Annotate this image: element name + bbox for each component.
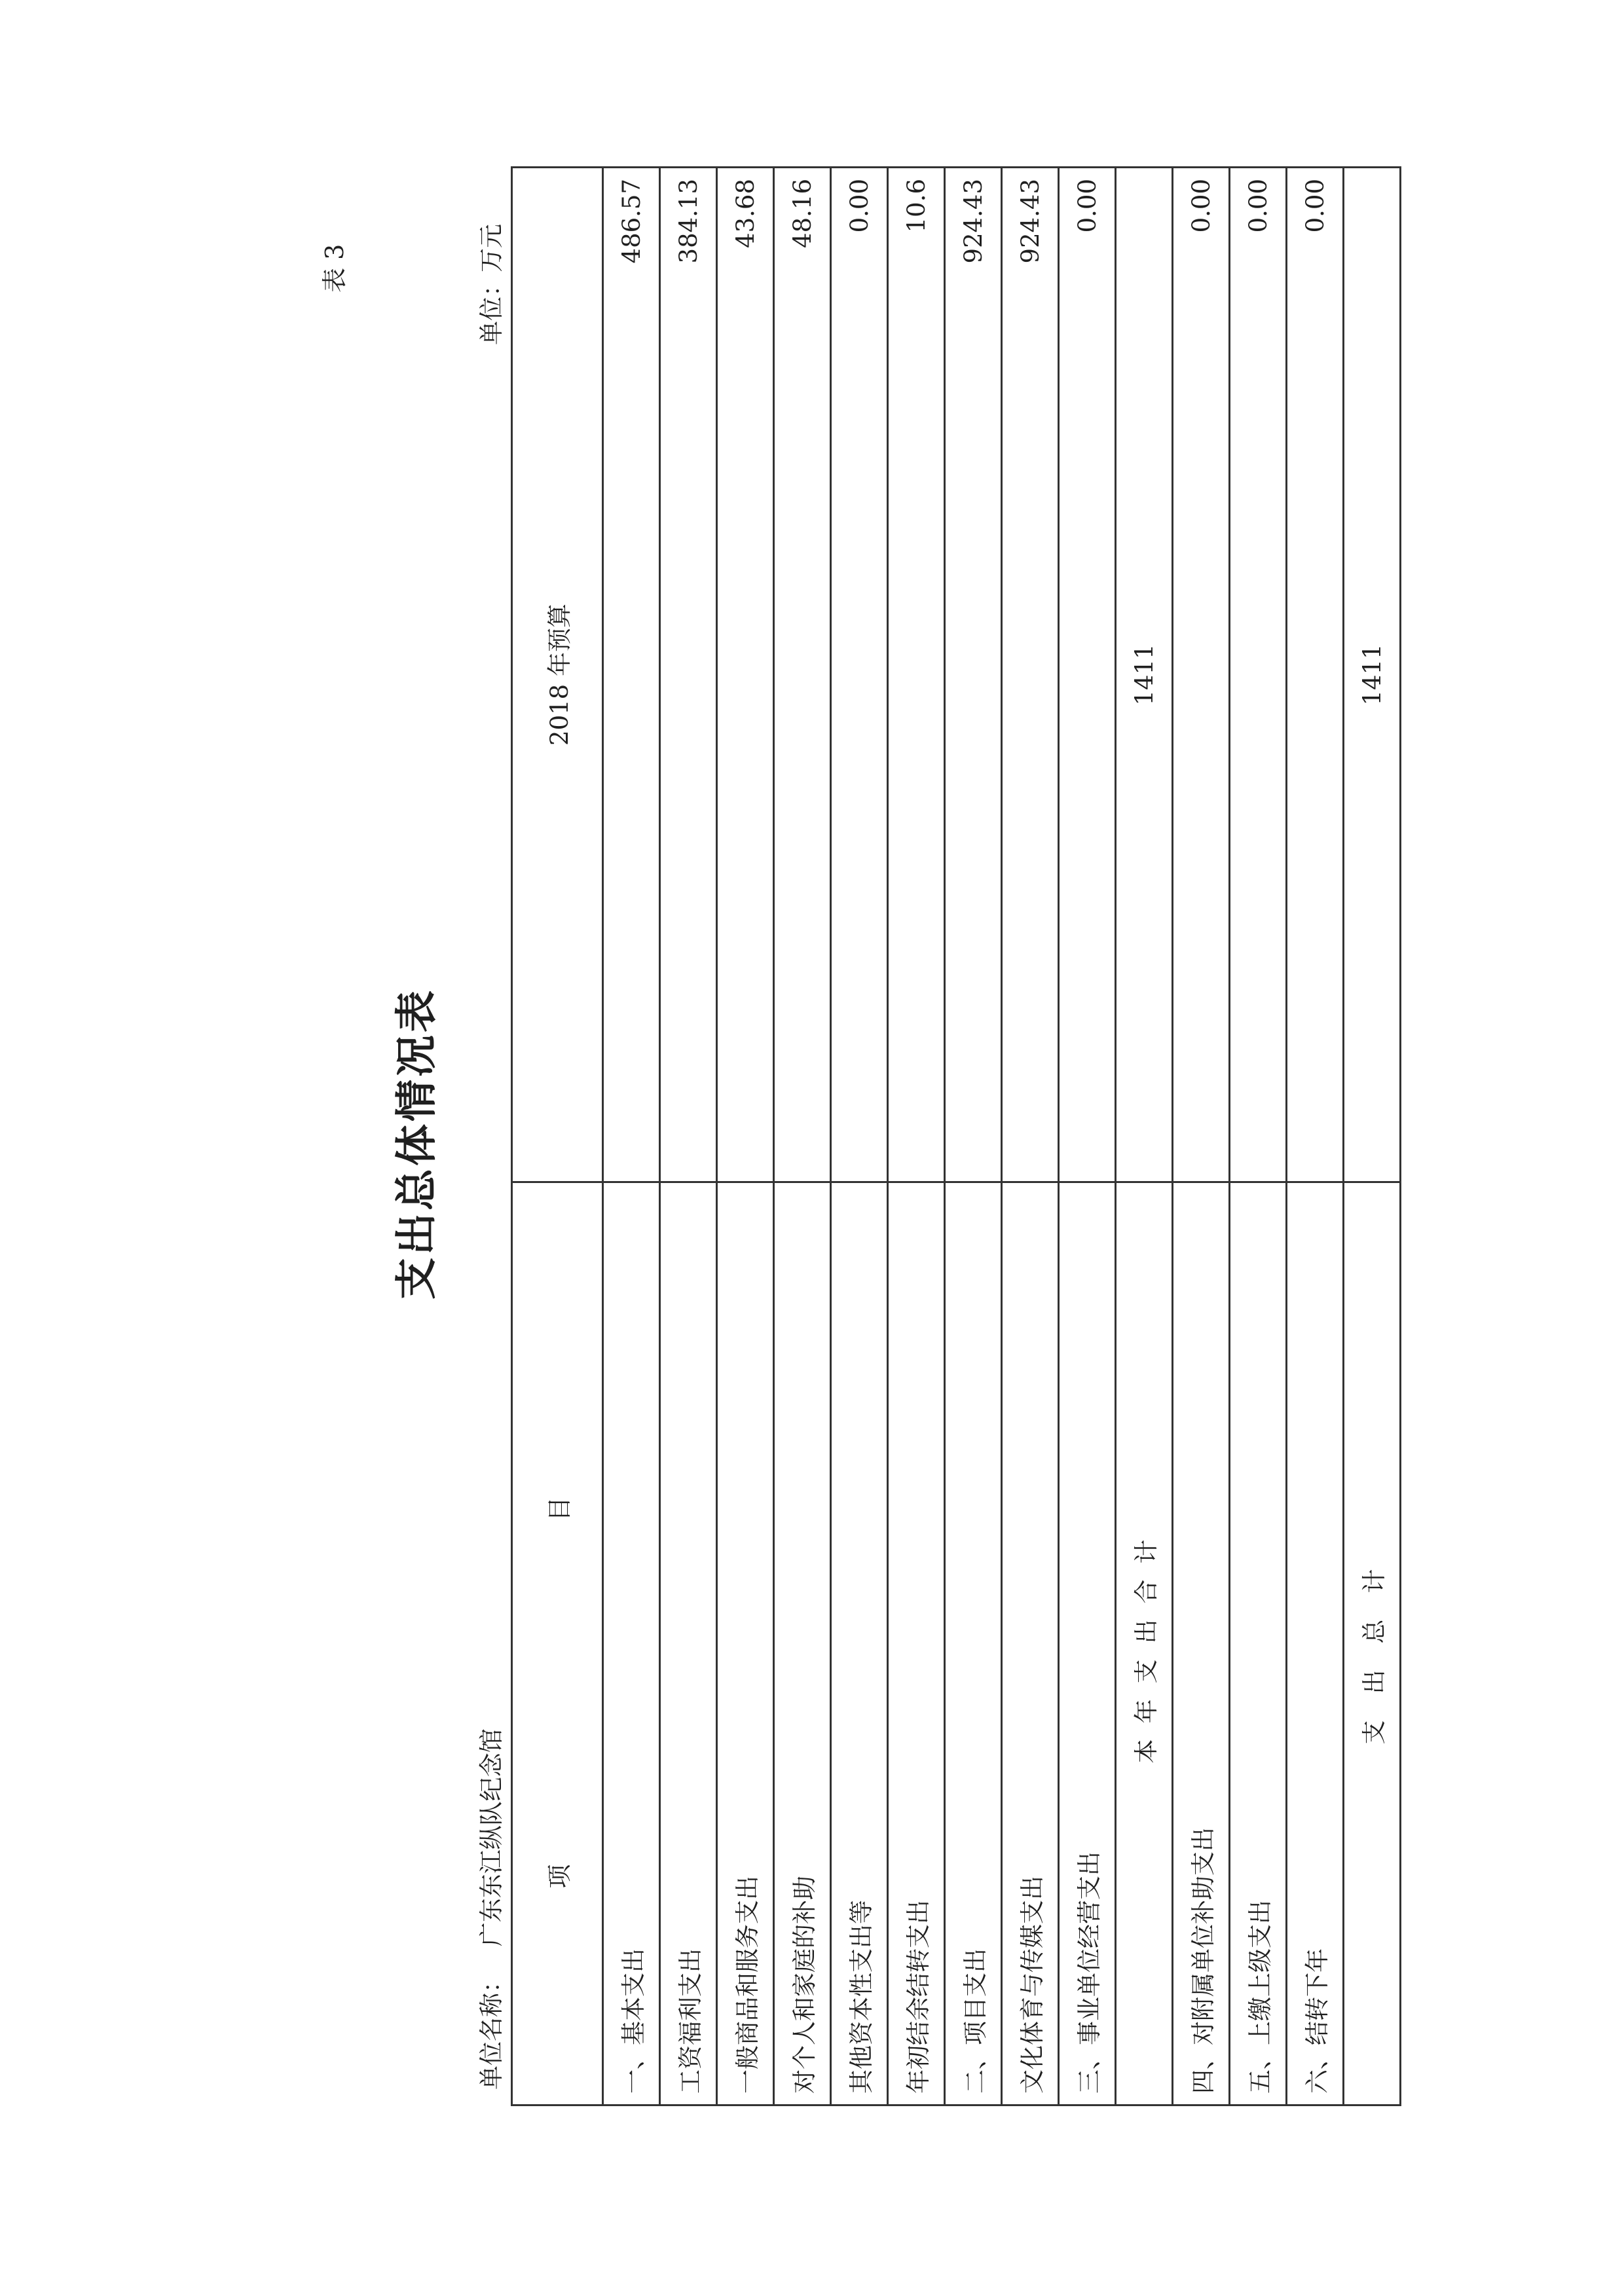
row-label: 工资福利支出 — [660, 1182, 717, 2105]
table-row — [1287, 168, 1344, 2105]
row-label: 其他资本性支出等 — [831, 1182, 888, 2105]
unit-name-value: 广东东江纵队纪念馆 — [477, 1728, 506, 1947]
row-amount: 0.00 — [1230, 168, 1287, 1182]
table-row — [603, 168, 660, 2105]
row-amount: 0.00 — [1059, 168, 1116, 1182]
row-label: 五、上缴上级支出 — [1230, 1182, 1287, 2105]
currency-unit: 单位：万元 — [477, 224, 506, 345]
row-amount: 43.68 — [717, 168, 774, 1182]
row-amount: 924.43 — [945, 168, 1002, 1182]
subtotal-label: 本年支出合计 — [1116, 1182, 1173, 2105]
row-amount: 10.6 — [888, 168, 945, 1182]
row-label: 一、基本支出 — [603, 1182, 660, 2105]
row-label: 二、项目支出 — [945, 1182, 1002, 2105]
row-label: 一般商品和服务支出 — [717, 1182, 774, 2105]
row-amount: 0.00 — [831, 168, 888, 1182]
table-row — [660, 168, 717, 2105]
table-row — [888, 168, 945, 2105]
expenditure-table — [511, 166, 1401, 2106]
table-row — [1059, 168, 1116, 2105]
total-amount: 1411 — [1344, 168, 1401, 1182]
row-amount: 48.16 — [774, 168, 831, 1182]
table-row — [1173, 168, 1230, 2105]
unit-name-label: 单位名称： — [477, 1969, 506, 2090]
row-label: 文化体育与传媒支出 — [1002, 1182, 1059, 2105]
column-header-budget: 2018 年预算 — [512, 168, 603, 1182]
row-amount: 384.13 — [660, 168, 717, 1182]
table-row — [1230, 168, 1287, 2105]
row-amount: 486.57 — [603, 168, 660, 1182]
unit-name-line — [471, 1728, 507, 2090]
table-row — [717, 168, 774, 2105]
total-row — [1344, 168, 1401, 2105]
table-row — [774, 168, 831, 2105]
table-number: 表 3 — [320, 244, 349, 293]
total-label: 支出总计 — [1344, 1182, 1401, 2105]
column-header-item: 项 目 — [512, 1182, 603, 2105]
row-label: 对个人和家庭的补助 — [774, 1182, 831, 2105]
table-row — [1002, 168, 1059, 2105]
row-amount: 0.00 — [1173, 168, 1230, 1182]
document-title: 支出总体情况表 — [393, 988, 441, 1300]
subtotal-row — [1116, 168, 1173, 2105]
table-row — [945, 168, 1002, 2105]
table-row — [831, 168, 888, 2105]
row-amount: 0.00 — [1287, 168, 1344, 1182]
row-label: 年初结余结转支出 — [888, 1182, 945, 2105]
row-amount: 924.43 — [1002, 168, 1059, 1182]
table-header-row — [512, 168, 603, 2105]
row-label: 三、事业单位经营支出 — [1059, 1182, 1116, 2105]
subtotal-amount: 1411 — [1116, 168, 1173, 1182]
row-label: 六、结转下年 — [1287, 1182, 1344, 2105]
row-label: 四、对附属单位补助支出 — [1173, 1182, 1230, 2105]
